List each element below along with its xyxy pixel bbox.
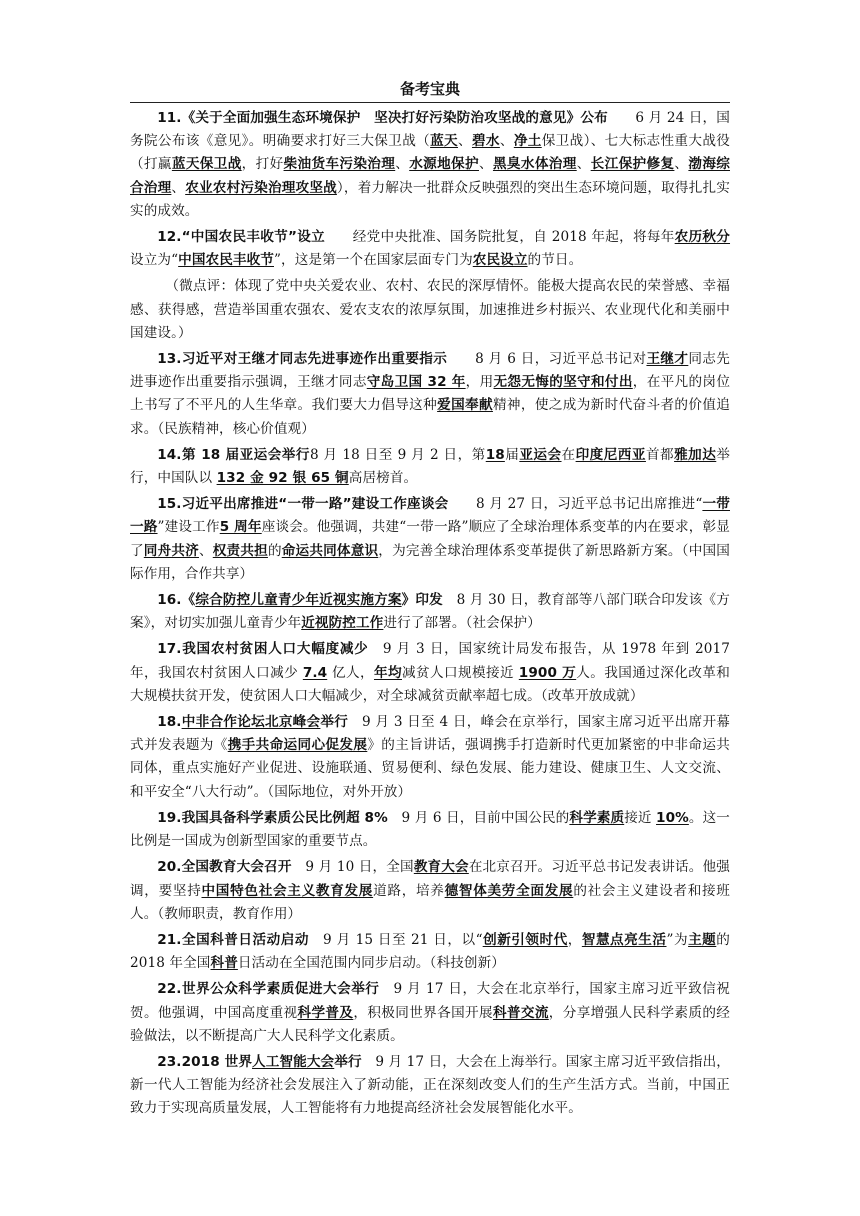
bold-heading: 17.我国农村贫困人口大幅度减少 — [157, 641, 369, 658]
underlined-keyword: 柴油货车污染治理 — [283, 156, 396, 173]
body-text: （微点评：体现了党中央关爱农业、农村、农民的深厚情怀。能极大提高农民的荣誉感、幸福感、获得感，营造举国重农强农、爱农支农的浓厚氛围，加速推进乡村振兴、农业现代化和美丽中国建设。） — [130, 278, 730, 341]
body-text: 同志先进事迹作出重要指示强调，王继才同志 — [130, 351, 730, 391]
underlined-keyword: 1900 万 — [518, 664, 577, 681]
underlined-keyword: 爱国奉献 — [437, 397, 493, 414]
document-body — [130, 107, 730, 1121]
bold-heading: 15.习近平出席推进“一带一路”建设工作座谈会 — [157, 496, 449, 513]
underlined-keyword: 水源地保护 — [409, 156, 479, 173]
body-text: 8 月 30 日，教育部等八部门联合印发该《方案》，对切实加强儿童青少年 — [130, 592, 730, 632]
underlined-keyword: 中国农民丰收节 — [178, 252, 274, 269]
body-text: 9 月 17 日，大会在上海举行。国家主席习近平致信指出，新一代人工智能为经济社会发展注入了新动能，正在深刻改变人们的生产生活方式。当前，中国正致力于实现高质量发展，人工智能将有力地提高经济社会发展智能化水平。 — [130, 1053, 730, 1117]
body-text: 9 月 6 日，目前中国公民的 — [387, 809, 570, 826]
body-text: 设立为“ — [130, 252, 179, 269]
news-item-paragraph — [130, 1051, 730, 1121]
news-item-paragraph — [130, 107, 730, 223]
bold-heading: 22.世界公众科学素质促进大会举行 — [157, 981, 380, 998]
body-text: 、 — [395, 156, 410, 173]
news-item-paragraph — [130, 978, 730, 1048]
body-text: 在 — [561, 446, 576, 463]
body-text: 9 月 3 日至 4 日，峰会在京举行，国家主席习近平出席开幕式并发表题为《 — [130, 714, 731, 754]
body-text: 。这一比例是一国成为创新型国家的重要节点。 — [130, 809, 730, 850]
body-text: 、 — [458, 133, 472, 150]
body-text: ”建设工作 — [157, 519, 220, 536]
news-item-paragraph — [130, 711, 730, 804]
body-text: 9 月 15 日至 21 日，以“ — [308, 931, 483, 948]
underlined-keyword: 7.4 — [302, 664, 328, 681]
body-text: 人。我国通过深化改革和大规模扶贫开发，使贫困人口大幅减少，对全球减贫贡献率超七成。（改革开放成就） — [130, 664, 730, 704]
news-item-paragraph — [130, 348, 730, 441]
body-text: 经党中央批准、国务院批复，自 2018 年起，将每年 — [324, 229, 675, 246]
bold-heading: 举行 — [320, 714, 349, 731]
document-page — [130, 78, 730, 1124]
body-text: 、 — [198, 542, 213, 559]
bold-heading: 》印发 — [401, 592, 443, 609]
body-text: 接近 — [624, 809, 657, 826]
news-item-paragraph — [130, 226, 730, 272]
news-item-paragraph — [130, 856, 730, 926]
underlined-keyword: 创新引领时代 — [482, 931, 568, 948]
bold-heading: 举行 — [334, 1053, 362, 1070]
body-text: 、 — [499, 133, 514, 150]
underlined-keyword: 10% — [656, 809, 689, 826]
news-item-paragraph — [130, 589, 730, 635]
body-text: 在北京召开。习近平总书记发表讲话。他强调，要坚持 — [130, 859, 730, 899]
bold-heading: 20.全国教育大会召开 — [157, 859, 292, 876]
underlined-keyword: 王继才 — [646, 351, 689, 368]
underlined-keyword: 18 — [485, 446, 505, 463]
body-text: 道路，培养 — [373, 882, 445, 899]
body-text: 减贫人口规模接近 — [402, 664, 519, 681]
underlined-keyword: 综合防控儿童青少年近视实施方案 — [195, 592, 402, 609]
body-text: 8 月 6 日，习近平总书记对 — [447, 351, 647, 368]
news-item-paragraph — [130, 807, 730, 853]
body-text: 9 月 10 日，全国 — [291, 859, 414, 876]
body-text: 的社会主义建设者和接班人。（教师职责，教育作用） — [130, 882, 731, 922]
body-text: 、 — [576, 156, 591, 173]
underlined-keyword: 科普交流 — [492, 1004, 549, 1021]
underlined-keyword: 智慧点亮生活 — [581, 931, 667, 948]
body-text: 、 — [478, 156, 493, 173]
news-item-paragraph — [130, 493, 730, 586]
body-text: 9 月 3 日，国家统计局发布报告，从 1978 年到 2017 年，我国农村贫困人口减少 — [130, 641, 730, 681]
body-text: 精神，使之成为新时代奋斗者的价值追求。（民族精神，核心价值观） — [130, 397, 730, 437]
bold-heading: 11.《关于全面加强生态环境保护 坚决打好污染防治攻坚战的意见》公布 — [157, 110, 608, 126]
bold-heading: 23.2018 世界 — [157, 1053, 253, 1070]
body-text: ，在平凡的岗位上书写了不平凡的人生华章。我们要大力倡导这种 — [130, 374, 731, 414]
body-text: 、 — [171, 179, 186, 196]
body-text: 高居榜首。 — [348, 470, 418, 487]
body-text: 日活动在全国范围内同步启动。（科技创新） — [237, 955, 505, 972]
underlined-keyword: 一带一路 — [130, 496, 730, 536]
body-text: 》的主旨讲话，强调携手打造新时代更加紧密的中非命运共同体，重点实施好产业促进、设施联通、贸易便利、绿色发展、能力建设、健康卫生、人文交流、和平安全“八大行动”。（国际地位，对外开放） — [130, 737, 730, 800]
underlined-keyword: 亚运会 — [519, 446, 562, 463]
body-text: 的 2018 年全国 — [130, 931, 730, 972]
underlined-keyword: 中非合作论坛北京峰会 — [181, 714, 321, 731]
bold-heading: 18. — [157, 714, 182, 731]
underlined-keyword: 德智体美劳全面发展 — [444, 882, 574, 899]
underlined-keyword: 农历秋分 — [674, 229, 731, 246]
underlined-keyword: 同舟共济 — [143, 542, 199, 559]
underlined-keyword: 净土 — [513, 133, 542, 150]
page-header-title: 备考宝典 — [399, 80, 460, 98]
underlined-keyword: 5 周年 — [219, 519, 262, 536]
underlined-keyword: 长江保护修复 — [590, 156, 675, 173]
bold-heading: 16.《 — [157, 592, 196, 609]
underlined-keyword: 印度尼西亚 — [575, 446, 646, 463]
body-text: 的 — [267, 542, 282, 559]
bold-heading: 13.习近平对王继才同志先进事迹作出重要指示 — [157, 351, 448, 368]
body-text: ，分享增强人民科学素质的经验做法，以不断提高广大人民科学文化素质。 — [130, 1004, 730, 1044]
body-text: ”为 — [666, 931, 689, 948]
underlined-keyword: 农民设立 — [472, 252, 528, 269]
underlined-keyword: 无怨无悔的坚守和付出 — [493, 374, 633, 391]
body-text: ， — [567, 931, 582, 948]
underlined-keyword: 携手共命运同心促发展 — [227, 737, 368, 754]
underlined-keyword: 近视防控工作 — [301, 615, 384, 632]
news-item-paragraph — [130, 638, 730, 708]
underlined-keyword: 科学素质 — [569, 809, 625, 826]
bold-heading: 21.全国科普日活动启动 — [157, 931, 309, 948]
body-text: 6 月 24 日，国务院公布该《意见》。明确要求打好三大保卫战（ — [130, 110, 730, 150]
bold-heading: 14.第 18 届亚运会举行 — [157, 446, 310, 463]
underlined-keyword: 碧水 — [471, 133, 500, 150]
body-text: 、 — [674, 156, 689, 173]
underlined-keyword: 132 金 92 银 65 铜 — [216, 470, 349, 487]
header-rule — [130, 102, 730, 103]
underlined-keyword: 科学普及 — [297, 1004, 354, 1021]
news-item-paragraph — [130, 444, 730, 490]
bold-heading: 12.“中国农民丰收节”设立 — [157, 229, 325, 246]
underlined-keyword: 蓝天 — [430, 133, 459, 150]
body-text: ，打好 — [241, 156, 284, 173]
bold-heading: 19.我国具备科学素质公民比例超 8% — [157, 809, 388, 826]
underlined-keyword: 教育大会 — [413, 859, 469, 876]
underlined-keyword: 雅加达 — [674, 446, 717, 463]
underlined-keyword: 黑臭水体治理 — [492, 156, 577, 173]
underlined-keyword: 守岛卫国 32 年 — [366, 374, 466, 391]
underlined-keyword: 人工智能大会 — [252, 1053, 335, 1070]
news-item-paragraph — [130, 929, 730, 975]
body-text: 的节日。 — [527, 252, 583, 269]
underlined-keyword: 科普 — [210, 955, 238, 972]
underlined-keyword: 命运共同体意识 — [281, 542, 379, 559]
body-text: 首都 — [645, 446, 675, 463]
underlined-keyword: 主题 — [688, 931, 717, 948]
comment-paragraph — [130, 275, 730, 345]
body-text: 8 月 27 日，习近平总书记出席推进“ — [448, 496, 703, 513]
body-text: 保卫战）、七大标志性重大战役（打赢 — [130, 133, 730, 173]
body-text: 8 月 18 日至 9 月 2 日，第 — [309, 446, 486, 463]
body-text: 座谈会。他强调，共建“一带一路”顺应了全球治理体系变革的内在要求，彰显了 — [130, 519, 730, 559]
body-text: 届 — [504, 446, 520, 463]
body-text: ），着力解决一批群众反映强烈的突出生态环境问题，取得扎扎实实的成效。 — [130, 179, 730, 219]
body-text: ，为完善全球治理体系变革提供了新思路新方案。（中国国际作用，合作共享） — [130, 542, 730, 582]
body-text: ，积极同世界各国开展 — [353, 1004, 493, 1021]
underlined-keyword: 蓝天保卫战 — [171, 156, 242, 173]
body-text: 进行了部署。（社会保护） — [383, 615, 541, 632]
underlined-keyword: 中国特色社会主义教育发展 — [201, 882, 374, 899]
body-text: 举行，中国队以 — [130, 446, 730, 487]
underlined-keyword: 农业农村污染治理攻坚战 — [185, 179, 337, 196]
body-text: 9 月 17 日，大会在北京举行，国家主席习近平致信祝贺。他强调，中国高度重视 — [130, 981, 730, 1021]
underlined-keyword: 年均 — [373, 664, 402, 681]
body-text: ，用 — [465, 374, 494, 391]
underlined-keyword: 渤海综合治理 — [130, 156, 730, 196]
underlined-keyword: 权责共担 — [212, 542, 268, 559]
body-text: 亿人， — [327, 664, 374, 681]
body-text: ”，这是第一个在国家层面专门为 — [274, 252, 473, 269]
